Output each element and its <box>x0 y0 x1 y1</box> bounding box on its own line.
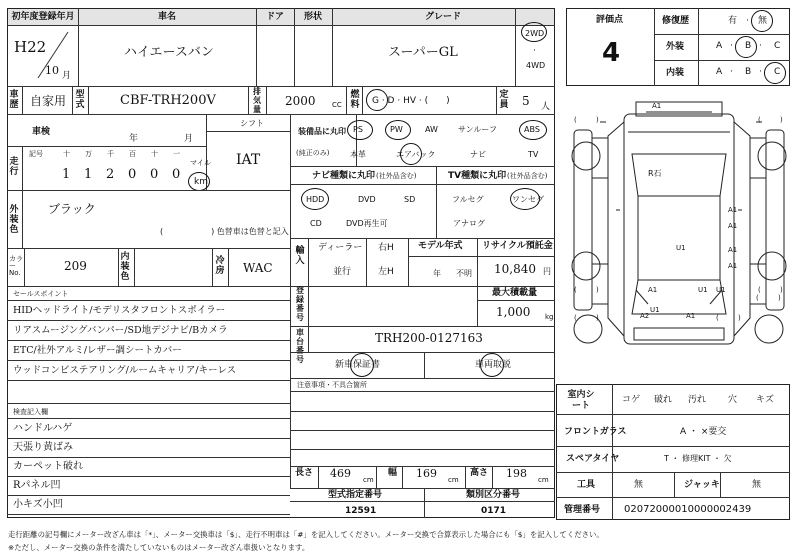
svg-text:): ) <box>778 294 781 302</box>
capacity-value: 5 <box>522 94 530 108</box>
glass-label: フロントガラス <box>564 427 627 437</box>
damage-mark: A1 <box>728 246 738 254</box>
exterior-b-circle <box>735 36 757 58</box>
import-right-h: 右H <box>378 243 394 253</box>
inspection-year-unit: 年 <box>129 134 139 144</box>
mile-label: マイル <box>190 159 211 167</box>
recycle-value: 10,840 <box>494 262 536 276</box>
nav-item: DVD再生可 <box>346 219 388 228</box>
main-form <box>7 8 555 518</box>
digit-value: 0 <box>172 167 181 182</box>
digit-label: 千 <box>107 150 114 158</box>
seat-item: 破れ <box>654 395 673 405</box>
repair-label: 修復歴 <box>662 16 690 26</box>
damage-mark: A1 <box>728 262 738 270</box>
color-no-value: 209 <box>64 259 87 273</box>
manual-label: 車両取説 <box>475 360 512 370</box>
color-no-label: カラーNo. <box>9 255 23 277</box>
svg-text:(: ( <box>758 116 761 124</box>
digit-value: 1 <box>84 167 93 182</box>
sales-point-line <box>7 320 290 321</box>
height-cm: cm <box>538 476 549 484</box>
fuel-g-circle <box>366 89 388 111</box>
hdd-circle <box>301 188 329 210</box>
import-parallel: 並行 <box>333 267 352 277</box>
tv-label: TV種類に丸印 <box>448 171 507 181</box>
rating-grade: A <box>716 67 723 77</box>
car-damage-diagram <box>566 92 790 382</box>
cc-unit: CC <box>332 101 342 109</box>
equipment-sub: (純正のみ) <box>296 149 330 157</box>
height-label: 高さ <box>470 468 489 478</box>
damage-mark: U1 <box>698 286 708 294</box>
chassis-value: TRH200-0127163 <box>375 331 483 345</box>
width-cm: cm <box>448 476 459 484</box>
usage-label: 車歴 <box>9 90 19 110</box>
kg-unit: kg <box>545 313 554 321</box>
digit-label: 百 <box>129 150 136 158</box>
seat-item: コゲ <box>622 395 641 405</box>
svg-text:(: ( <box>574 286 577 294</box>
rating-sep: · <box>730 41 733 51</box>
model-year-label: モデル年式 <box>418 241 463 251</box>
sales-point-line <box>7 380 290 381</box>
svg-text:): ) <box>596 286 599 294</box>
seat-item: 汚れ <box>688 395 707 405</box>
rating-grade: C <box>774 67 781 77</box>
rating-sep: · <box>759 41 762 51</box>
model-no-label: 型式指定番号 <box>328 490 383 500</box>
equipment-item: AW <box>425 125 438 134</box>
max-load-value: 1,000 <box>496 305 531 319</box>
svg-text:(: ( <box>756 294 759 302</box>
first-reg-year: H22 <box>14 38 47 56</box>
model-value: CBF-TRH200V <box>120 93 216 108</box>
equipment-label: 装備品に丸印 <box>298 127 346 136</box>
sales-point-item: ウッドコンビステアリング/ルームキャリア/キーレス <box>13 365 237 376</box>
model-no-value: 12591 <box>345 506 377 516</box>
roof-note: R石 <box>648 169 662 178</box>
digit-value: 2 <box>106 167 115 182</box>
km-label: km <box>194 177 208 187</box>
svg-text:(: ( <box>574 116 577 124</box>
jack-value: 無 <box>752 480 762 490</box>
ac-value: WAC <box>243 261 273 275</box>
mgmt-value: 020720000100000024​39 <box>624 504 752 515</box>
yen-unit: 円 <box>543 267 551 276</box>
person-unit: 人 <box>541 102 551 112</box>
sales-point-item: リアスムージングバンパー/SD地デジナビ/Bカメラ <box>13 325 228 336</box>
jack-label: ジャッキ <box>684 480 720 490</box>
color-value: ブラック <box>48 202 96 216</box>
repair-no-circle <box>751 10 773 32</box>
spare-value: T ・ 修理KIT ・ 欠 <box>664 454 732 463</box>
damage-mark: U1 <box>716 286 726 294</box>
score-label: 評価点 <box>596 15 624 25</box>
import-dealer: ディーラー <box>318 243 363 253</box>
tv-item: ワンセグ <box>512 195 544 204</box>
svg-text:(: ( <box>574 314 577 322</box>
inspector-label: 検査記入欄 <box>13 408 48 416</box>
nav-item: DVD <box>358 195 376 204</box>
equipment-item: ナビ <box>470 150 486 159</box>
max-load-label: 最大積載量 <box>492 288 538 298</box>
sales-point-item: ETC/社外アルミ/レザー調シートカバー <box>13 345 182 356</box>
inspector-line <box>7 514 290 515</box>
rating-grade: B <box>745 67 752 77</box>
inspector-line <box>7 495 290 496</box>
displacement-value: 2000 <box>285 94 316 108</box>
rating-grade: C <box>774 41 781 51</box>
warranty-label: 新車保証書 <box>335 360 381 370</box>
chassis-label: 車台番号 <box>296 328 304 364</box>
sales-points-label: セールスポイント <box>13 290 69 298</box>
inspector-item: 小キズ小凹 <box>13 499 63 510</box>
digit-value: 0 <box>128 167 137 182</box>
inspector-item: ハンドルハゲ <box>13 423 73 434</box>
usage-value: 自家用 <box>30 94 67 108</box>
repair-yes: 有 <box>728 16 738 26</box>
repair-no: 無 <box>758 16 768 26</box>
length-cm: cm <box>363 476 374 484</box>
equipment-item: サンルーフ <box>458 125 497 134</box>
color-note: ( ) 色替車は色替と記入 <box>160 227 289 236</box>
height-value: 198 <box>506 467 527 480</box>
damage-mark: A1 <box>728 206 738 214</box>
model-year-unknown: 不明 <box>456 269 472 278</box>
km-circle <box>188 172 210 191</box>
footer-line2: ※ただし、メーター交換の条件を満たしていないものはメーター改ざん車扱いとなります。 <box>8 543 310 552</box>
svg-text:): ) <box>780 116 783 124</box>
equipment-item: PW <box>390 125 403 134</box>
tools-label: 工具 <box>577 480 596 490</box>
nav-item: HDD <box>306 195 325 204</box>
inspection-month-unit: 月 <box>184 134 194 144</box>
tools-value: 無 <box>634 480 644 490</box>
damage-mark: U1 <box>650 306 660 314</box>
svg-text:): ) <box>596 314 599 322</box>
grade-value: スーパーGL <box>388 45 458 60</box>
nav-sub: (社外品含む) <box>376 172 417 180</box>
class-no-value: 0171 <box>481 506 507 516</box>
tv-item: フルセグ <box>452 195 484 204</box>
interior-c-circle <box>764 62 786 84</box>
rating-sep: · <box>730 67 733 77</box>
warranty-circle <box>350 353 374 377</box>
damage-mark: A1 <box>648 286 658 294</box>
interior-label: 内装 <box>666 68 685 78</box>
seat-label: 室内シート <box>567 390 595 411</box>
svg-text:(: ( <box>758 286 761 294</box>
mgmt-label: 管理番号 <box>564 505 601 515</box>
nav-label: ナビ種類に丸印 <box>312 171 376 181</box>
import-label: 輸入 <box>295 246 305 266</box>
reg-no-label: 登録番号 <box>296 286 304 322</box>
inspector-item: Rパネル凹 <box>13 480 61 491</box>
equipment-item: 本革 <box>350 150 366 159</box>
drive-dot: · <box>533 46 536 56</box>
digit-value: 1 <box>62 167 71 182</box>
glass-value: A ・ ×要交 <box>680 427 727 437</box>
svg-text:): ) <box>738 314 741 322</box>
sales-point-line <box>7 360 290 361</box>
sales-point-line <box>7 340 290 341</box>
first-reg-month: 10 <box>45 64 59 77</box>
equipment-item: エアバック <box>396 150 436 159</box>
damage-mark: A1 <box>728 222 738 230</box>
rating-sep: · <box>759 67 762 77</box>
month-unit: 月 <box>62 71 72 81</box>
recycle-label: リサイクル預託金 <box>482 241 553 251</box>
digit-label: 万 <box>85 150 92 158</box>
ps-circle <box>347 120 373 140</box>
shift-value: IAT <box>236 152 261 168</box>
seat-item: 穴 <box>728 395 738 405</box>
footer-line1: 走行距離の記号欄にメーター改ざん車は「*」、メーター交換車は「$」、走行不明車は「#」を記入してください。メーター交換で合算表示した場合にも「$」を記入してください。 <box>8 530 604 539</box>
mileage-sub: 記号 <box>29 150 43 158</box>
digit-label: 十 <box>151 150 158 158</box>
tv-item: アナログ <box>453 219 485 228</box>
equipment-item: TV <box>528 150 539 159</box>
first-reg-label: 初年度登録年月 <box>8 9 78 25</box>
exterior-label: 外装 <box>666 42 685 52</box>
spare-label: スペアタイヤ <box>566 454 620 464</box>
grade-label: グレード <box>332 9 554 25</box>
shift-label: シフト <box>240 119 264 128</box>
seat-item: キズ <box>756 395 774 405</box>
mileage-label: 走行 <box>9 157 19 177</box>
width-label: 幅 <box>388 468 398 478</box>
interior-color-label: 内装色 <box>120 252 130 282</box>
import-left-h: 左H <box>378 267 394 277</box>
car-name-label: 車名 <box>78 9 256 25</box>
tv-sub: (社外品含む) <box>507 172 548 180</box>
digit-label: 一 <box>173 150 180 158</box>
oneseg-circle <box>510 188 540 210</box>
shape-label: 形状 <box>294 9 332 25</box>
notes-label: 注意事項・不具合箇所 <box>297 381 367 389</box>
sales-point-item: HIDヘッドライト/モデリスタフロントスポイラー <box>13 305 226 316</box>
inspection-label: 車検 <box>32 127 51 137</box>
color-label: 外装色 <box>9 205 19 235</box>
nav-item: CD <box>310 219 322 228</box>
fuel-options: G · D · HV · ( ) <box>372 96 450 106</box>
width-value: 169 <box>416 467 437 480</box>
inspector-line <box>7 438 290 439</box>
inspector-item: 天張り黄ばみ <box>13 442 73 453</box>
car-name-value: ハイエースバン <box>124 45 214 60</box>
rating-grade: B <box>745 41 752 51</box>
drive-2wd-circle <box>521 22 547 42</box>
rating-grade: A <box>716 41 723 51</box>
digit-label: 十 <box>63 150 70 158</box>
inspector-line <box>7 476 290 477</box>
repair-sep: · <box>746 16 749 26</box>
digit-value: 0 <box>150 167 159 182</box>
airbag-circle <box>400 143 422 165</box>
equipment-item: PS <box>353 125 363 134</box>
svg-text:): ) <box>780 286 783 294</box>
model-label: 型式 <box>75 90 85 110</box>
displacement-label: 排気量 <box>253 87 261 114</box>
class-no-label: 類別区分番号 <box>466 490 521 500</box>
inspector-item: カーペット破れ <box>13 461 83 472</box>
length-value: 469 <box>330 467 351 480</box>
ac-label: 冷房 <box>215 256 225 276</box>
damage-mark: U1 <box>676 244 686 252</box>
fuel-label: 燃料 <box>350 90 360 110</box>
svg-text:): ) <box>596 116 599 124</box>
pw-circle <box>385 120 411 140</box>
manual-circle <box>480 353 504 377</box>
damage-mark: A2 <box>640 312 650 320</box>
door-label: ドア <box>256 9 294 25</box>
svg-text:(: ( <box>716 314 719 322</box>
drive-4wd: 4WD <box>526 61 546 70</box>
damage-mark: A1 <box>652 102 662 110</box>
model-year-unit: 年 <box>433 269 441 278</box>
score-value: 4 <box>602 38 621 68</box>
nav-item: SD <box>404 195 416 204</box>
abs-circle <box>519 120 547 140</box>
drive-2wd: 2WD <box>525 29 545 38</box>
capacity-label: 定員 <box>499 90 509 110</box>
length-label: 長さ <box>295 468 314 478</box>
equipment-item: ABS <box>524 125 540 134</box>
damage-mark: A1 <box>686 312 696 320</box>
inspector-line <box>7 457 290 458</box>
